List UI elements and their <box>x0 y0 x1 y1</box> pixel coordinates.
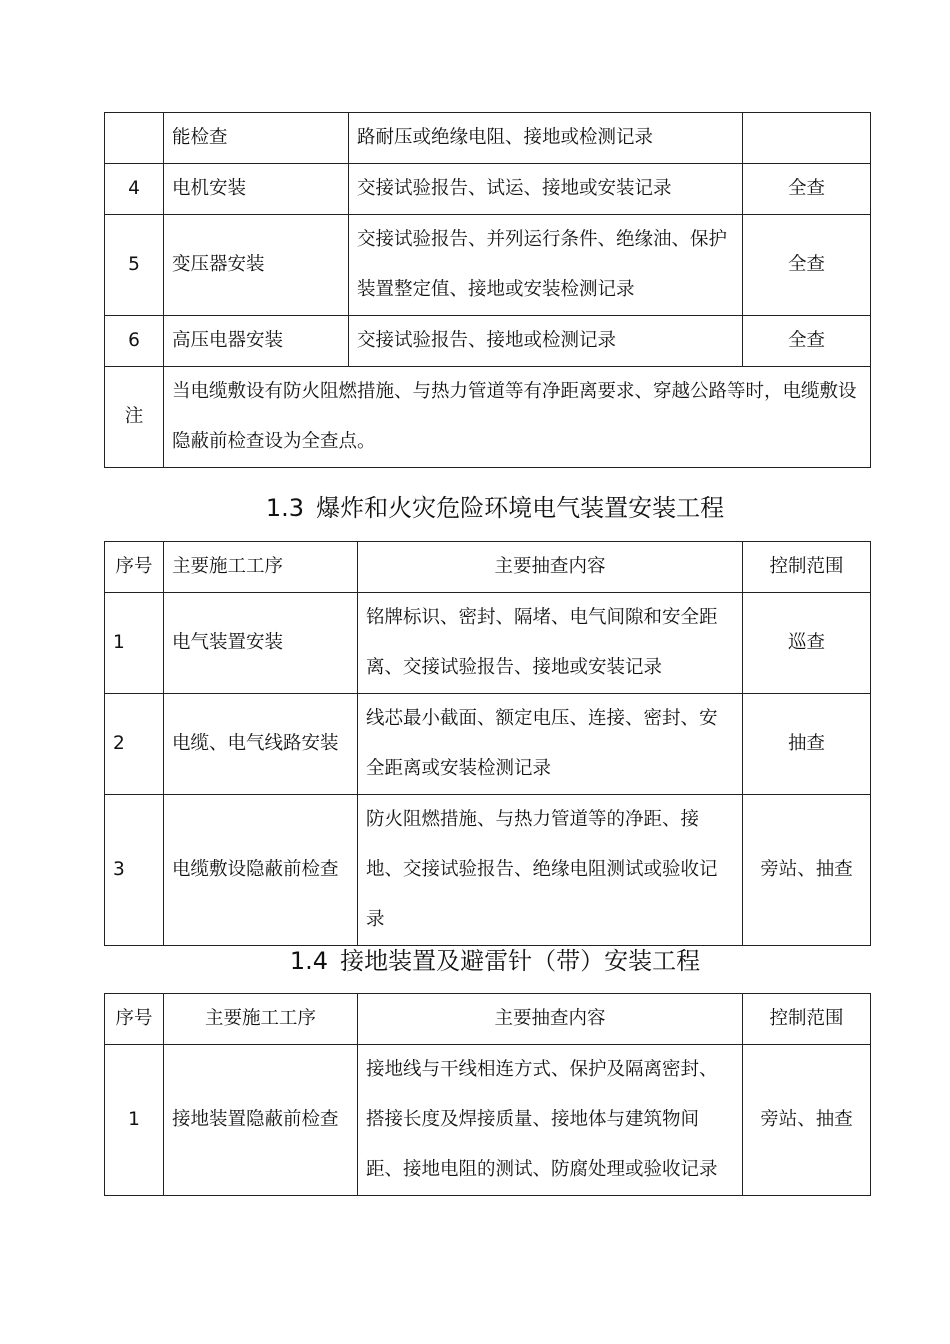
content-cell: 接地线与干线相连方式、保护及隔离密封、搭接长度及焊接质量、接地体与建筑物间距、接地电阻的测试、防腐处理或验收记录 <box>358 1045 743 1196</box>
process-cell: 电缆、电气线路安装 <box>164 694 358 795</box>
row-number: 1 <box>105 593 164 694</box>
continued-table <box>104 112 871 468</box>
header-no: 序号 <box>105 994 164 1045</box>
process-cell: 电气装置安装 <box>164 593 358 694</box>
header-process: 主要施工工序 <box>164 994 358 1045</box>
section-1-3-table <box>104 541 871 946</box>
header-content: 主要抽查内容 <box>358 542 743 593</box>
content-cell: 交接试验报告、试运、接地或安装记录 <box>349 164 743 215</box>
row-number: 5 <box>105 215 164 316</box>
header-content: 主要抽查内容 <box>358 994 743 1045</box>
scope-cell: 巡查 <box>743 593 871 694</box>
table-row <box>105 593 871 694</box>
header-no: 序号 <box>105 542 164 593</box>
process-cell: 能检查 <box>164 113 349 164</box>
scope-cell: 旁站、抽查 <box>743 795 871 946</box>
section-heading: 接地装置及避雷针（带）安装工程 <box>340 947 701 975</box>
note-text: 当电缆敷设有防火阻燃措施、与热力管道等有净距离要求、穿越公路等时，电缆敷设隐蔽前检查设为全查点。 <box>164 367 871 468</box>
header-scope: 控制范围 <box>743 542 871 593</box>
process-cell: 接地装置隐蔽前检查 <box>164 1045 358 1196</box>
section-number: 1.4 <box>289 947 329 975</box>
row-number <box>105 113 164 164</box>
table-row <box>105 164 871 215</box>
section-1-3-title <box>0 488 950 523</box>
row-number: 2 <box>105 694 164 795</box>
table-row <box>105 1045 871 1196</box>
table-row <box>105 215 871 316</box>
section-number: 1.3 <box>265 494 305 522</box>
section-1-4-title <box>0 941 950 976</box>
content-cell: 铭牌标识、密封、隔堵、电气间隙和安全距离、交接试验报告、接地或安装记录 <box>358 593 743 694</box>
section-heading: 爆炸和火灾危险环境电气装置安装工程 <box>316 494 725 522</box>
content-cell: 防火阻燃措施、与热力管道等的净距、接地、交接试验报告、绝缘电阻测试或验收记录 <box>358 795 743 946</box>
scope-cell: 抽查 <box>743 694 871 795</box>
row-number: 3 <box>105 795 164 946</box>
table-row <box>105 113 871 164</box>
note-row <box>105 367 871 468</box>
table-row <box>105 795 871 946</box>
content-cell: 路耐压或绝缘电阻、接地或检测记录 <box>349 113 743 164</box>
process-cell: 变压器安装 <box>164 215 349 316</box>
note-label: 注 <box>105 367 164 468</box>
process-cell: 电机安装 <box>164 164 349 215</box>
scope-cell: 全查 <box>743 316 871 367</box>
scope-cell: 旁站、抽查 <box>743 1045 871 1196</box>
row-number: 1 <box>105 1045 164 1196</box>
section-1-4-table <box>104 993 871 1196</box>
content-cell: 线芯最小截面、额定电压、连接、密封、安全距离或安装检测记录 <box>358 694 743 795</box>
row-number: 6 <box>105 316 164 367</box>
process-cell: 高压电器安装 <box>164 316 349 367</box>
scope-cell: 全查 <box>743 215 871 316</box>
header-scope: 控制范围 <box>743 994 871 1045</box>
header-process: 主要施工工序 <box>164 542 358 593</box>
table-header-row <box>105 994 871 1045</box>
table-row <box>105 694 871 795</box>
content-cell: 交接试验报告、接地或检测记录 <box>349 316 743 367</box>
scope-cell <box>743 113 871 164</box>
table-row <box>105 316 871 367</box>
content-cell: 交接试验报告、并列运行条件、绝缘油、保护装置整定值、接地或安装检测记录 <box>349 215 743 316</box>
scope-cell: 全查 <box>743 164 871 215</box>
row-number: 4 <box>105 164 164 215</box>
process-cell: 电缆敷设隐蔽前检查 <box>164 795 358 946</box>
table-header-row <box>105 542 871 593</box>
